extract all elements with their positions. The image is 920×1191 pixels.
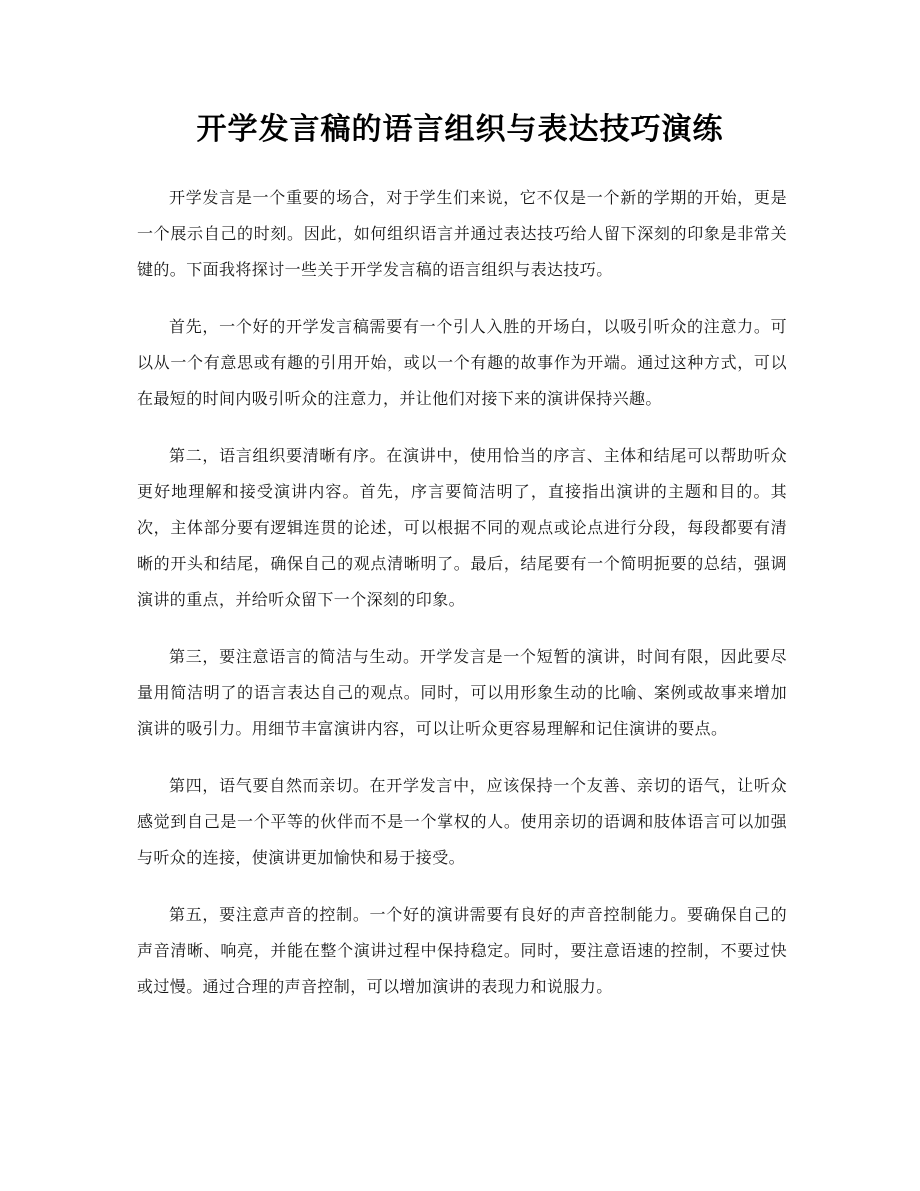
paragraph-second-point: 第二，语言组织要清晰有序。在演讲中，使用恰当的序言、主体和结尾可以帮助听众更好地理解和接受演讲内容。首先，序言要简洁明了，直接指出演讲的主题和目的。其次，主体部分要有逻辑连贯的论述，可以根据不同的观点或论点进行分段，每段都要有清晰的开头和结尾，确保自己的观点清晰明了。最后，结尾要有一个简明扼要的总结，强调演讲的重点，并给听众留下一个深刻的印象。 <box>137 446 787 609</box>
paragraph-first-point: 首先，一个好的开学发言稿需要有一个引人入胜的开场白，以吸引听众的注意力。可以从一个有意思或有趣的引用开始，或以一个有趣的故事作为开端。通过这种方式，可以在最短的时间内吸引听众的注意力，并让他们对接下来的演讲保持兴趣。 <box>137 317 787 408</box>
paragraph-intro: 开学发言是一个重要的场合，对于学生们来说，它不仅是一个新的学期的开始，更是一个展示自己的时刻。因此，如何组织语言并通过表达技巧给人留下深刻的印象是非常关键的。下面我将探讨一些关于开学发言稿的语言组织与表达技巧。 <box>137 188 787 279</box>
paragraph-third-point: 第三，要注意语言的简洁与生动。开学发言是一个短暂的演讲，时间有限，因此要尽量用简洁明了的语言表达自己的观点。同时，可以用形象生动的比喻、案例或故事来增加演讲的吸引力。用细节丰富演讲内容，可以让听众更容易理解和记住演讲的要点。 <box>137 647 787 738</box>
paragraph-fifth-point: 第五，要注意声音的控制。一个好的演讲需要有良好的声音控制能力。要确保自己的声音清晰、响亮，并能在整个演讲过程中保持稳定。同时，要注意语速的控制，不要过快或过慢。通过合理的声音控制，可以增加演讲的表现力和说服力。 <box>137 905 787 996</box>
document-title: 开学发言稿的语言组织与表达技巧演练 <box>196 112 724 147</box>
paragraph-fourth-point: 第四，语气要自然而亲切。在开学发言中，应该保持一个友善、亲切的语气，让听众感觉到自己是一个平等的伙伴而不是一个掌权的人。使用亲切的语调和肢体语言可以加强与听众的连接，使演讲更加愉快和易于接受。 <box>137 776 787 867</box>
document-body <box>137 180 787 1026</box>
